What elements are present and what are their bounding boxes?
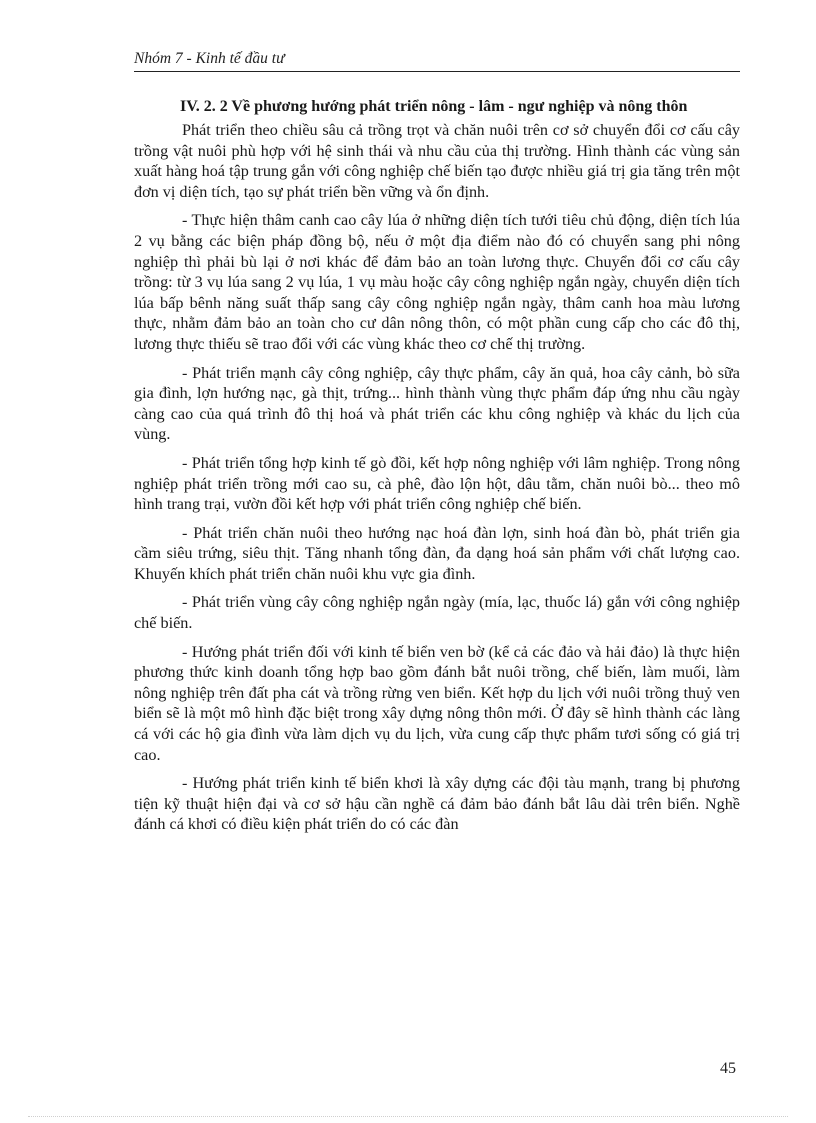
paragraph: - Phát triển chăn nuôi theo hướng nạc hoá đàn lợn, sinh hoá đàn bò, phát triển gia cầm siêu trứng, siêu thịt. Tăng nhanh tổng đàn, đa dạng hoá sản phẩm với chất lượng cao. Khuyến khích phát triển chăn nuôi khu vực gia đình. <box>134 523 740 583</box>
footer-divider <box>28 1116 788 1117</box>
header-title: Nhóm 7 - Kinh tế đầu tư <box>134 50 285 67</box>
page-header <box>134 49 740 72</box>
page-number: 45 <box>720 1060 736 1077</box>
paragraph: - Thực hiện thâm canh cao cây lúa ở những diện tích tưới tiêu chủ động, diện tích lúa 2 vụ bằng các biện pháp đồng bộ, nếu ở một địa điểm nào đó có chuyển sang phi nông nghiệp thì phải bù lại ở nơi khác để đảm bảo an toàn lương thực. Chuyển đổi cơ cấu cây trồng: từ 3 vụ lúa sang 2 vụ lúa, 1 vụ màu hoặc cây công nghiệp ngắn ngày, chuyển diện tích lúa bấp bênh năng suất thấp sang cây công nghiệp ngắn ngày, thâm canh hoa màu lương thực, nhằm đảm bảo an toàn cho cư dân nông thôn, có một phần cung cấp cho các đô thị, lương thực thiếu sẽ trao đổi với các vùng khác theo cơ chế thị trường. <box>134 211 740 353</box>
paragraph: - Hướng phát triển đối với kinh tế biển ven bờ (kể cả các đảo và hải đảo) là thực hiện phương thức kinh doanh tổng hợp bao gồm đánh bắt nuôi trồng, chế biến, làm muối, làm nông nghiệp trên đất pha cát và trồng rừng ven biển. Kết hợp du lịch với nuôi trồng thuỷ ven biển sẽ là một mô hình đặc biệt trong xây dựng nông thôn mới. Ở đây sẽ hình thành các làng cá với các hộ gia đình vừa làm dịch vụ du lịch, vừa cung cấp thực phẩm tươi sống có giá trị cao. <box>134 642 740 764</box>
paragraph: Phát triển theo chiều sâu cả trồng trọt và chăn nuôi trên cơ sở chuyển đổi cơ cấu cây trồng vật nuôi phù hợp với hệ sinh thái và nhu cầu của thị trường. Hình thành các vùng sản xuất hàng hoá tập trung gắn với công nghiệp chế biến tạo được nhiều giá trị gia tăng trên một đơn vị diện tích, tạo sự phát triển bền vững và ổn định. <box>134 121 740 201</box>
paragraph: - Phát triển tổng hợp kinh tế gò đồi, kết hợp nông nghiệp với lâm nghiệp. Trong nông nghiệp phát triển trồng mới cao su, cà phê, đào lộn hột, dâu tằm, chăn nuôi bò... theo mô hình trang trại, vườn đồi kết hợp với phát triển công nghiệp chế biến. <box>134 453 740 514</box>
document-body <box>134 96 740 843</box>
paragraph: - Phát triển vùng cây công nghiệp ngắn ngày (mía, lạc, thuốc lá) gắn với công nghiệp chế biến. <box>134 593 740 633</box>
paragraph: - Phát triển mạnh cây công nghiệp, cây thực phẩm, cây ăn quả, hoa cây cảnh, bò sữa gia đình, lợn hướng nạc, gà thịt, trứng... hình thành vùng thực phẩm đáp ứng nhu cầu ngày càng cao của quá trình đô thị hoá và phát triển các khu công nghiệp và khác du lịch của vùng. <box>134 363 740 444</box>
section-heading: IV. 2. 2 Về phương hướng phát triển nông - lâm - ngư nghiệp và nông thôn <box>180 98 688 115</box>
paragraph: - Hướng phát triển kinh tế biển khơi là xây dựng các đội tàu mạnh, trang bị phương tiện kỹ thuật hiện đại và cơ sở hậu cần nghề cá đảm bảo đánh bắt lâu dài trên biển. Nghề đánh cá khơi có điều kiện phát triển do có các đàn <box>134 774 740 834</box>
